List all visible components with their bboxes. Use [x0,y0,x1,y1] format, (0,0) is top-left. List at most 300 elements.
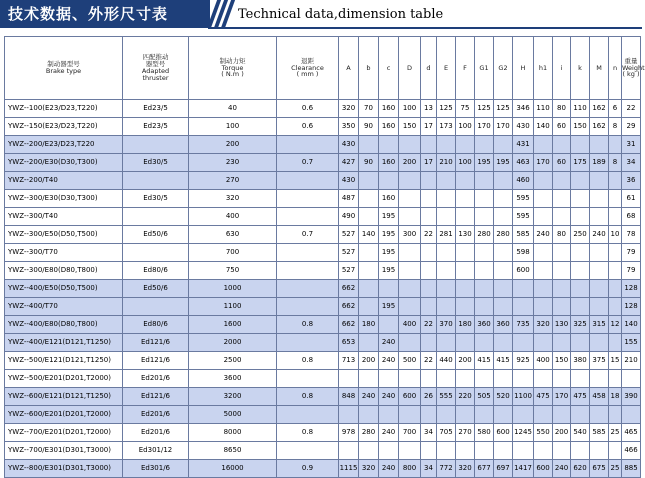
table-cell [123,208,189,226]
table-cell [609,406,622,424]
table-cell [359,262,379,280]
table-cell [379,406,399,424]
table-cell [475,190,494,208]
table-cell: 415 [475,352,494,370]
table-cell [534,406,553,424]
table-cell: 1600 [189,316,277,334]
table-cell [494,406,513,424]
table-cell: 585 [590,424,609,442]
table-cell [513,298,534,316]
table-cell [553,406,571,424]
table-cell [494,442,513,460]
table-cell [590,298,609,316]
table-cell [456,262,475,280]
table-cell [339,442,359,460]
table-cell: 240 [359,388,379,406]
table-cell: 230 [189,154,277,172]
table-cell [534,370,553,388]
table-cell: 250 [571,226,590,244]
table-row [5,208,641,226]
col-dim: h1 [534,37,553,100]
table-cell [590,190,609,208]
table-cell [379,136,399,154]
table-cell: 34 [421,424,437,442]
table-cell: 550 [534,424,553,442]
table-cell: 595 [513,190,534,208]
table-cell: Ed121/6 [123,334,189,352]
table-cell: 22 [421,316,437,334]
table-cell [456,208,475,226]
table-cell: 380 [571,352,590,370]
table-cell: YWZ--700/E201(D201,T2000) [5,424,123,442]
table-cell: YWZ--400/E80(D80,T800) [5,316,123,334]
table-cell: YWZ--200/E23/D23,T220 [5,136,123,154]
table-cell: YWZ--300/E80(D80,T800) [5,262,123,280]
table-cell [379,442,399,460]
table-cell: 200 [399,154,421,172]
col-dim: G1 [475,37,494,100]
table-cell: 427 [339,154,359,172]
table-cell: 12 [609,316,622,334]
table-cell [277,334,339,352]
table-cell: 281 [437,226,456,244]
col-dim: H [513,37,534,100]
table-cell: 1100 [189,298,277,316]
table-cell [475,136,494,154]
table-cell: Ed301/6 [123,460,189,478]
table-cell: 700 [399,424,421,442]
table-cell [553,208,571,226]
table-cell [456,298,475,316]
table-cell: 280 [494,226,513,244]
table-cell [399,406,421,424]
table-cell: 600 [494,424,513,442]
table-cell [534,208,553,226]
table-cell [437,334,456,352]
table-cell: 346 [513,100,534,118]
table-cell [123,244,189,262]
table-cell: 6 [609,100,622,118]
table-cell: 90 [359,154,379,172]
table-cell [571,298,590,316]
table-cell: Ed121/6 [123,352,189,370]
table-cell: 600 [513,262,534,280]
table-cell [437,442,456,460]
table-cell [494,298,513,316]
table-cell [534,334,553,352]
table-cell: 505 [475,388,494,406]
table-cell: 466 [622,442,641,460]
table-cell [399,190,421,208]
table-cell [437,208,456,226]
col-dim: d [421,37,437,100]
col-brake-type: 制动器型号 Brake type [5,37,123,100]
table-cell [571,334,590,352]
table-row [5,100,641,118]
table-cell: 465 [622,424,641,442]
table-cell [622,406,641,424]
table-row [5,316,641,334]
table-cell [553,244,571,262]
table-cell: 130 [553,316,571,334]
table-cell: 620 [571,460,590,478]
table-cell: 8 [609,118,622,136]
table-cell: 210 [437,154,456,172]
table-cell: 320 [189,190,277,208]
table-cell: 240 [590,226,609,244]
col-dim: D [399,37,421,100]
table-cell [277,262,339,280]
table-cell [277,406,339,424]
table-cell [359,136,379,154]
table-cell [379,172,399,190]
table-cell: YWZ--800/E301(D301,T3000) [5,460,123,478]
table-cell [590,172,609,190]
table-cell [437,136,456,154]
table-row [5,460,641,478]
table-cell [359,442,379,460]
table-cell: Ed121/6 [123,388,189,406]
table-row [5,424,641,442]
table-cell: 78 [622,226,641,244]
table-cell: 60 [553,154,571,172]
col-dim: n [609,37,622,100]
table-cell: 1245 [513,424,534,442]
table-cell: 100 [399,100,421,118]
table-cell [534,280,553,298]
table-cell: 600 [534,460,553,478]
table-cell: 520 [494,388,513,406]
table-cell: 29 [622,118,641,136]
table-cell: YWZ--150(E23/D23,T220) [5,118,123,136]
table-cell: 440 [437,352,456,370]
table-cell [421,406,437,424]
table-cell: YWZ--600/E121(D121,T1250) [5,388,123,406]
table-cell: 140 [622,316,641,334]
table-cell [590,208,609,226]
table-cell [421,370,437,388]
table-cell: 0.7 [277,154,339,172]
table-cell [339,406,359,424]
table-cell [513,442,534,460]
table-cell: 125 [494,100,513,118]
table-cell [123,172,189,190]
table-cell: 500 [399,352,421,370]
table-cell: 100 [456,118,475,136]
col-weight: 重量 Weight ( kg ) [622,37,641,100]
table-cell [399,172,421,190]
table-cell: Ed30/5 [123,190,189,208]
table-cell: YWZ--600/E201(D201,T2000) [5,406,123,424]
table-cell [571,280,590,298]
table-cell [399,208,421,226]
table-cell: 17 [421,154,437,172]
table-cell [359,208,379,226]
table-cell: 555 [437,388,456,406]
table-row [5,118,641,136]
table-cell: YWZ--300/T40 [5,208,123,226]
table-cell [513,334,534,352]
table-cell: 240 [379,460,399,478]
table-cell: 325 [571,316,590,334]
table-cell: 0.7 [277,226,339,244]
table-cell: 195 [379,298,399,316]
table-cell: 431 [513,136,534,154]
table-cell: Ed301/12 [123,442,189,460]
table-cell [475,406,494,424]
table-cell: Ed30/5 [123,154,189,172]
table-cell: 705 [437,424,456,442]
table-cell [534,172,553,190]
table-body [5,100,641,478]
table-cell: 16000 [189,460,277,478]
table-cell [339,370,359,388]
technical-data-table [4,36,645,478]
col-dim: c [379,37,399,100]
table-cell: YWZ--200/E30(D30,T300) [5,154,123,172]
table-cell: 360 [475,316,494,334]
table-cell [494,136,513,154]
table-cell [622,370,641,388]
title-en: Technical data,dimension table [238,7,444,22]
table-cell: 31 [622,136,641,154]
table-cell [494,280,513,298]
table-cell: 580 [475,424,494,442]
table-cell [609,370,622,388]
table-cell: 195 [494,154,513,172]
col-dim: G2 [494,37,513,100]
table-cell: 125 [437,100,456,118]
table-cell [399,262,421,280]
table-cell: 0.8 [277,424,339,442]
table-cell: 61 [622,190,641,208]
table-cell: 150 [399,118,421,136]
table-cell: 475 [571,388,590,406]
table-cell: YWZ--400/T70 [5,298,123,316]
table-cell [379,316,399,334]
table-cell [571,244,590,262]
table-row [5,442,641,460]
table-cell [590,244,609,262]
table-cell [494,172,513,190]
table-cell: 0.6 [277,118,339,136]
table-cell: Ed201/6 [123,370,189,388]
table-cell: 750 [189,262,277,280]
col-torque: 制动力矩 Torque ( N.m ) [189,37,277,100]
table-cell [494,334,513,352]
table-cell: YWZ--100(E23/D23,T220) [5,100,123,118]
table-cell: 772 [437,460,456,478]
table-cell [553,190,571,208]
table-cell: 100 [189,118,277,136]
table-cell: Ed80/6 [123,262,189,280]
table-cell: 1000 [189,280,277,298]
table-cell: 170 [553,388,571,406]
table-cell: 677 [475,460,494,478]
col-dim: i [553,37,571,100]
table-cell [571,370,590,388]
table-cell [421,280,437,298]
table-cell: 527 [339,244,359,262]
table-cell: 1100 [513,388,534,406]
table-cell: 280 [475,226,494,244]
table-cell: 2000 [189,334,277,352]
table-cell: 100 [456,154,475,172]
table-cell [609,136,622,154]
table-cell [277,172,339,190]
table-cell [379,370,399,388]
table-cell [399,136,421,154]
table-cell: 8000 [189,424,277,442]
table-cell: 160 [379,118,399,136]
table-cell [494,208,513,226]
col-clearance: 退距 Clearance ( mm ) [277,37,339,100]
table-cell [475,334,494,352]
table-cell: 430 [339,172,359,190]
table-cell [437,406,456,424]
table-cell: 487 [339,190,359,208]
table-cell [553,370,571,388]
table-cell [475,298,494,316]
table-cell: 175 [571,154,590,172]
table-cell: 475 [534,388,553,406]
table-cell [359,298,379,316]
table-cell: 34 [421,460,437,478]
table-cell [609,190,622,208]
table-cell: 735 [513,316,534,334]
table-cell [399,298,421,316]
table-cell: Ed50/6 [123,280,189,298]
table-cell: 240 [379,352,399,370]
table-cell [123,298,189,316]
col-dim: E [437,37,456,100]
table-cell [590,334,609,352]
table-cell [456,190,475,208]
table-cell: 25 [609,424,622,442]
table-cell: 200 [553,424,571,442]
table-cell [590,280,609,298]
table-cell: 40 [189,100,277,118]
table-cell [534,190,553,208]
table-cell [421,208,437,226]
table-cell: 10 [609,226,622,244]
table-cell [475,172,494,190]
table-cell: 195 [379,208,399,226]
table-cell: 458 [590,388,609,406]
table-cell: 160 [379,100,399,118]
table-cell [399,244,421,262]
table-cell: 170 [475,118,494,136]
table-cell: 662 [339,298,359,316]
table-cell: 8 [609,154,622,172]
table-cell [609,208,622,226]
table-cell [437,262,456,280]
table-cell: YWZ--200/T40 [5,172,123,190]
table-cell: 26 [421,388,437,406]
table-cell [494,190,513,208]
table-cell [359,190,379,208]
table-cell: 270 [456,424,475,442]
table-cell: 540 [571,424,590,442]
table-cell: 195 [475,154,494,172]
table-cell: 662 [339,316,359,334]
table-cell: 34 [622,154,641,172]
table-cell: 370 [437,316,456,334]
table-cell [359,172,379,190]
table-cell: 430 [339,136,359,154]
table-cell: 22 [622,100,641,118]
table-cell [456,280,475,298]
table-cell: YWZ--400/E50(D50,T500) [5,280,123,298]
table-cell [494,244,513,262]
table-cell: Ed50/6 [123,226,189,244]
table-cell: 17 [421,118,437,136]
table-cell [609,280,622,298]
table-cell: 110 [571,100,590,118]
table-cell [475,442,494,460]
table-cell [421,442,437,460]
table-cell [399,442,421,460]
table-cell: 0.8 [277,352,339,370]
table-cell: 400 [399,316,421,334]
table-cell: 848 [339,388,359,406]
header-row [5,37,641,100]
table-cell: YWZ--700/E301(D301,T3000) [5,442,123,460]
col-dim: F [456,37,475,100]
table-row [5,190,641,208]
table-cell: 527 [339,262,359,280]
table-cell: 8650 [189,442,277,460]
table-cell [123,136,189,154]
table-cell [513,370,534,388]
table-cell [494,262,513,280]
table-cell [571,406,590,424]
table-cell [571,208,590,226]
table-cell [456,370,475,388]
table-cell: 150 [553,352,571,370]
table-cell: 210 [622,352,641,370]
header-rule [208,27,642,29]
table-cell [534,442,553,460]
table-cell [277,370,339,388]
table-cell [609,442,622,460]
table-cell: YWZ--300/T70 [5,244,123,262]
table-cell [553,280,571,298]
table-cell: 697 [494,460,513,478]
table-cell: 700 [189,244,277,262]
table-cell: 155 [622,334,641,352]
table-cell: 630 [189,226,277,244]
table-cell: Ed23/5 [123,100,189,118]
table-row [5,262,641,280]
table-cell: 653 [339,334,359,352]
table-cell [437,244,456,262]
table-cell [277,442,339,460]
table-row [5,298,641,316]
table-cell: 490 [339,208,359,226]
col-thruster: 匹配推动 器型号 Adapted thruster [123,37,189,100]
table-cell: 75 [456,100,475,118]
table-cell: YWZ--500/E121(D121,T1250) [5,352,123,370]
table-cell [277,244,339,262]
table-cell: 3600 [189,370,277,388]
table-cell: 320 [339,100,359,118]
col-dim: k [571,37,590,100]
table-cell: 598 [513,244,534,262]
table-cell [359,244,379,262]
table-cell [590,406,609,424]
table-cell: 200 [189,136,277,154]
